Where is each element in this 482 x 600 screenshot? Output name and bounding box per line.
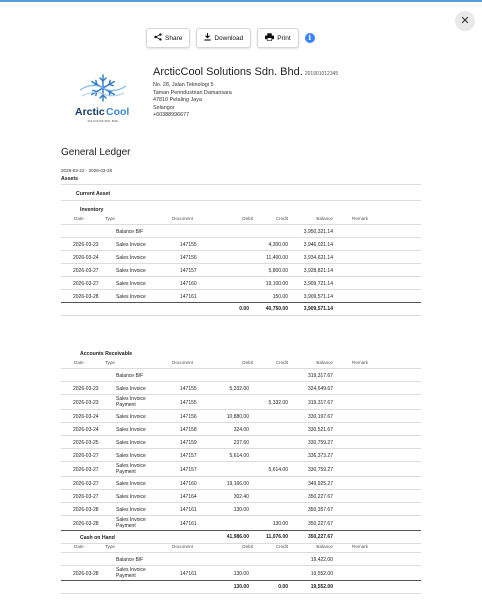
total-credit: 0.00 [278,584,288,590]
row-date: 2026-03-23 [73,385,99,392]
row-debit: 5,332.00 [229,385,249,392]
row-document: 147157 [180,466,197,473]
row-balance: 350,227.67 [307,520,333,527]
row-document: 147161 [180,570,197,577]
row-credit: 5,800.00 [268,267,288,274]
company-reg-no: 201901012345 [304,71,339,77]
row-type: Sales Invoice [116,517,146,523]
row-document: 147157 [180,452,197,459]
row-balance: 19,422.00 [310,556,333,563]
row-credit: 5,614.00 [268,466,288,473]
toolbar [146,28,315,48]
row-type: Balance B/F [116,372,144,379]
row-balance: 330,197.67 [307,413,333,420]
row-date: 2026-03-24 [73,413,99,420]
column-header-document: Document [172,544,193,549]
row-credit: 150.00 [272,293,288,300]
column-header-document: Document [172,216,193,221]
row-divider [61,250,421,251]
row-document: 147155 [180,399,197,406]
row-divider [61,289,421,290]
column-header-debit: Debit [242,360,253,365]
address-line: No. 28, Jalan Teknologi 5 [153,82,214,88]
section-title: Assets [61,176,79,182]
row-type: Sales Invoice [116,385,146,392]
share-label: Share [165,34,183,42]
row-divider [61,489,421,490]
column-header-date: Date [74,216,84,221]
row-document: 147164 [180,493,197,500]
printer-icon [265,33,274,43]
company-name: ArcticCool Solutions Sdn. Bhd. [153,66,303,78]
row-credit: 4,300.00 [268,241,288,248]
column-header-credit: Credit [275,216,288,221]
row-date: 2026-03-28 [73,506,99,513]
row-document: 147157 [180,267,197,274]
row-divider [61,552,421,553]
row-document: 147160 [180,480,197,487]
row-balance: 3,928,821.14 [303,267,333,274]
logo-text-cool: Cool [106,106,130,118]
column-header-type: Type [105,544,115,549]
row-debit: 302.40 [233,493,249,500]
column-header-type: Type [105,360,115,365]
row-date: 2026-03-28 [73,520,99,527]
row-divider [61,565,421,566]
date-range: 2026-03-22 - 2026-03-28 [61,168,113,173]
row-debit: 10,880.00 [226,413,249,420]
total-credit: 11,076.00 [266,534,288,540]
total-divider [61,530,421,531]
row-balance: 349,925.27 [307,480,333,487]
row-type: Payment [116,469,136,475]
column-header-debit: Debit [242,544,253,549]
row-date: 2026-03-24 [73,426,99,433]
row-credit: 5,332.00 [268,399,288,406]
share-icon [154,33,162,43]
column-header-document: Document [172,360,193,365]
row-type: Sales Invoice [116,293,146,300]
row-balance: 3,909,721.14 [303,280,333,287]
total-credit: 40,750.00 [265,306,288,312]
logo-tagline: SOLUTIONS SDN. BHD. [87,119,119,123]
row-balance: 324,649.67 [307,385,333,392]
row-type: Sales Invoice [116,396,146,402]
row-balance: 336,373.27 [307,452,333,459]
total-balance: 19,552.00 [310,584,333,590]
total-divider [61,580,421,581]
row-divider [61,381,421,382]
row-balance: 350,227.67 [307,493,333,500]
row-balance: 319,317.67 [307,372,333,379]
total-balance: 350,227.67 [307,534,333,540]
row-balance: 3,909,571.14 [303,293,333,300]
row-divider [61,502,421,503]
row-type: Sales Invoice [116,254,146,261]
print-button[interactable] [257,28,298,48]
logo-text-arctic: Arctic [75,106,105,118]
page-title: General Ledger [61,147,131,158]
row-divider [61,435,421,436]
column-header-remark: Remark [352,544,369,549]
row-type: Sales Invoice [116,463,146,469]
row-divider [61,394,421,395]
row-date: 2026-03-28 [73,570,99,577]
row-divider [61,263,421,264]
row-debit: 130.00 [233,570,249,577]
account-title: Cash on Hand [80,535,115,541]
row-document: 147156 [180,413,197,420]
row-balance: 319,317.67 [307,399,333,406]
row-credit: 19,100.00 [265,280,288,287]
row-document: 147161 [180,293,197,300]
total-debit: 0.00 [239,306,249,312]
company-logo [72,66,134,132]
total-balance: 3,909,571.14 [303,306,333,312]
row-date: 2026-03-27 [73,480,99,487]
row-divider [61,476,421,477]
column-header-remark: Remark [352,360,369,365]
row-credit: 11,400.00 [266,254,288,261]
row-document: 147160 [180,280,197,287]
row-type: Balance B/F [116,556,144,563]
row-type: Sales Invoice [116,452,146,459]
account-title: Inventory [80,207,104,213]
company-phone: +60388996677 [153,112,190,119]
row-divider [61,593,421,594]
column-header-date: Date [74,360,84,365]
row-divider [61,448,421,449]
row-debit: 5,614.00 [229,452,249,459]
account-title: Accounts Receivable [80,351,133,357]
row-balance: 330,521.67 [307,426,333,433]
row-type: Sales Invoice [116,241,146,248]
row-document: 147155 [180,241,197,248]
close-button[interactable] [455,11,475,31]
column-header-credit: Credit [275,544,288,549]
print-label: Print [277,34,291,42]
column-header-balance: Balance [316,360,333,365]
row-document: 147158 [180,426,197,433]
total-debit: 130.00 [233,584,249,590]
row-type: Sales Invoice [116,280,146,287]
column-header-remark: Remark [352,216,369,221]
row-type: Sales Invoice [116,567,146,573]
row-date: 2026-03-23 [73,241,99,248]
row-type: Sales Invoice [116,413,146,420]
row-credit: 130.00 [272,520,288,527]
row-type: Payment [116,523,136,529]
row-balance: 3,946,021.14 [303,241,333,248]
row-type: Sales Invoice [116,267,146,274]
row-divider [61,368,421,369]
row-document: 147161 [180,520,197,527]
row-balance: 350,357.67 [307,506,333,513]
address-line: Taman Perindustrian Damansara [153,89,232,96]
row-balance: 330,759.27 [307,439,333,446]
info-icon[interactable] [305,33,315,43]
row-type: Sales Invoice [116,506,146,513]
row-debit: 130.00 [233,506,249,513]
row-date: 2026-03-27 [73,452,99,459]
divider [61,184,421,185]
row-date: 2026-03-27 [73,493,99,500]
close-icon: ✕ [460,15,470,27]
row-date: 2026-03-28 [73,293,99,300]
row-divider [61,276,421,277]
group-title: Current Asset [76,191,111,197]
row-type: Sales Invoice [116,493,146,500]
download-label: Download [214,34,244,42]
row-debit: 19,166.00 [226,480,249,487]
row-document: 147159 [180,439,197,446]
row-debit: 237.60 [233,439,249,446]
row-type: Balance B/F [116,228,144,235]
row-divider [61,315,421,316]
row-type: Payment [116,573,136,579]
row-date: 2026-03-27 [73,280,99,287]
row-divider [61,237,421,238]
info-glyph: i [308,33,311,42]
row-date: 2026-03-24 [73,254,99,261]
download-icon [204,33,211,43]
column-header-date: Date [74,544,84,549]
row-document: 147156 [180,254,197,261]
row-type: Sales Invoice [116,426,146,433]
address-line: Selangor [153,104,175,111]
row-balance: 3,934,621.14 [303,254,333,261]
row-balance: 19,552.00 [310,570,333,577]
row-balance: 3,950,321.14 [303,228,333,235]
download-button[interactable] [196,28,251,48]
row-date: 2026-03-25 [73,439,99,446]
row-divider [61,515,421,516]
column-header-type: Type [105,216,115,221]
column-header-balance: Balance [316,544,333,549]
column-header-balance: Balance [316,216,333,221]
row-document: 147161 [180,506,197,513]
row-date: 2026-03-27 [73,466,99,473]
column-header-debit: Debit [242,216,253,221]
row-document: 147155 [180,385,197,392]
divider [61,200,421,201]
share-button[interactable] [146,28,190,48]
column-header-credit: Credit [275,360,288,365]
address-line: 47810 Petaling Jaya [153,97,202,104]
row-type: Sales Invoice [116,480,146,487]
row-type: Sales Invoice [116,439,146,446]
total-debit: 41,986.00 [226,534,249,540]
row-divider [61,409,421,410]
row-divider [61,224,421,225]
row-date: 2026-03-23 [73,399,99,406]
total-divider [61,302,421,303]
row-debit: 324.00 [233,426,249,433]
row-divider [61,422,421,423]
row-date: 2026-03-27 [73,267,99,274]
row-divider [61,461,421,462]
row-type: Payment [116,402,136,408]
top-accent-line [0,0,482,2]
row-balance: 330,759.27 [307,466,333,473]
company-info [153,66,338,120]
